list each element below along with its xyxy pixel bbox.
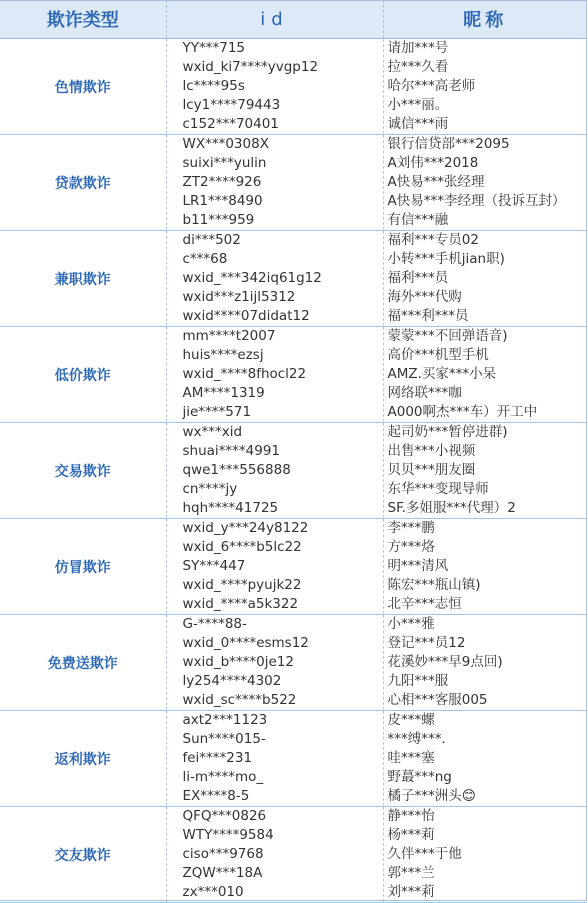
id-list	[166, 807, 383, 903]
account-nickname: A刘伟***2018	[387, 155, 479, 171]
fraud-group-row	[0, 711, 587, 807]
id-list	[166, 39, 383, 135]
account-id: suixi***yulin	[182, 155, 267, 171]
account-nickname: 明***清风	[387, 558, 449, 574]
account-nickname: 哇***塞	[387, 750, 435, 766]
account-nickname: 陈宏***瓶山镇)	[387, 577, 481, 593]
fraud-category-label: 交易欺诈	[0, 423, 166, 519]
account-nickname: 小***雅	[387, 616, 435, 632]
fraud-group-row	[0, 231, 587, 327]
account-id: ciso***9768	[182, 846, 264, 862]
account-nickname: 静***怡	[387, 808, 435, 824]
account-nickname: 福***利***员	[387, 308, 469, 324]
fraud-group-row	[0, 327, 587, 423]
fraud-group-row	[0, 807, 587, 903]
account-nickname: 刘***莉	[387, 884, 435, 900]
account-nickname: 野蕞***ng	[387, 769, 452, 785]
account-id: wxid_****a5k322	[182, 596, 299, 612]
fraud-category-label: 交友欺诈	[0, 807, 166, 903]
table-body	[0, 39, 587, 903]
account-nickname: SF.多姐服***代理）2	[387, 500, 516, 516]
account-nickname: 久伴***于他	[387, 846, 462, 862]
fraud-category-label: 返利欺诈	[0, 711, 166, 807]
nickname-list	[383, 231, 587, 327]
fraud-category-label: 免费送欺诈	[0, 615, 166, 711]
account-id: cn****jy	[182, 481, 238, 497]
account-id: shuai****4991	[182, 443, 281, 459]
fraud-category-label: 低价欺诈	[0, 327, 166, 423]
fraud-group-row	[0, 519, 587, 615]
account-id: wx***xid	[182, 424, 243, 440]
account-nickname: A快易***张经理	[387, 174, 485, 190]
account-id: WTY****9584	[182, 827, 274, 843]
account-id: huis****ezsj	[182, 347, 264, 363]
account-nickname: 北辛***志恒	[387, 596, 462, 612]
account-id: YY***715	[182, 40, 246, 56]
account-nickname: A000啊杰***车）开工中	[387, 404, 538, 420]
account-nickname: 小***丽。	[387, 97, 449, 113]
account-id: li-m****mo_	[182, 769, 264, 785]
account-nickname: ***缚***.	[387, 731, 446, 747]
account-id: wxid_sc****b522	[182, 692, 297, 708]
nickname-list	[383, 711, 587, 807]
account-nickname: 李***鹏	[387, 520, 435, 536]
header-row	[0, 0, 587, 39]
account-nickname: 银行信贷部***2095	[387, 136, 510, 152]
account-id: G-****88-	[182, 616, 247, 632]
account-id: c152***70401	[182, 116, 279, 132]
fraud-group-row	[0, 135, 587, 231]
nickname-list	[383, 135, 587, 231]
id-list	[166, 519, 383, 615]
account-id: ZT2****926	[182, 174, 262, 190]
account-id: wxid_***342iq61g12	[182, 270, 322, 286]
fraud-category-label: 色情欺诈	[0, 39, 166, 135]
account-id: wxid_ki7****yvgp12	[182, 59, 319, 75]
account-nickname: 杨***莉	[387, 827, 435, 843]
account-id: jie****571	[182, 404, 252, 420]
account-id: qwe1***556888	[182, 462, 291, 478]
account-nickname: 诚信***雨	[387, 116, 449, 132]
account-id: QFQ***0826	[182, 808, 267, 824]
nickname-list	[383, 423, 587, 519]
account-id: lcy1****79443	[182, 97, 281, 113]
account-id: lc****95s	[182, 78, 245, 94]
account-id: zx***010	[182, 884, 244, 900]
nickname-list	[383, 807, 587, 903]
account-nickname: 心相***客服005	[387, 692, 488, 708]
fraud-group-row	[0, 615, 587, 711]
account-id: wxid_****pyujk22	[182, 577, 302, 593]
account-id: wxid_****8fhocl22	[182, 366, 307, 382]
account-id: wxid****07didat12	[182, 308, 310, 324]
account-nickname: 出售***小视频	[387, 443, 476, 459]
nickname-list	[383, 519, 587, 615]
account-nickname: 高价***机型手机	[387, 347, 489, 363]
account-nickname: A快易***李经理（投诉互封）	[387, 193, 566, 209]
account-id: di***502	[182, 232, 241, 248]
account-id: SY***447	[182, 558, 246, 574]
account-nickname: 拉***久看	[387, 59, 449, 75]
account-nickname: 贝贝***朋友圈	[387, 462, 476, 478]
header-category: 欺诈类型	[0, 0, 166, 39]
account-id: axt2***1123	[182, 712, 268, 728]
account-id: ZQW***18A	[182, 865, 263, 881]
account-nickname: 方***烙	[387, 539, 435, 555]
fraud-group-row	[0, 39, 587, 135]
account-id: fei****231	[182, 750, 253, 766]
id-list	[166, 423, 383, 519]
account-nickname: 有信***融	[387, 212, 449, 228]
account-nickname: 皮***螺	[387, 712, 435, 728]
account-nickname: 东华***变现导师	[387, 481, 489, 497]
account-nickname: 登记***员12	[387, 635, 466, 651]
fraud-category-label: 仿冒欺诈	[0, 519, 166, 615]
nickname-list	[383, 327, 587, 423]
nickname-list	[383, 39, 587, 135]
account-id: c***68	[182, 251, 228, 267]
account-nickname: 郭***兰	[387, 865, 435, 881]
nickname-list	[383, 615, 587, 711]
account-id: wxid_b****0je12	[182, 654, 294, 670]
account-id: wxid_0****esms12	[182, 635, 309, 651]
header-id: id	[166, 0, 383, 39]
account-id: Sun****015-	[182, 731, 266, 747]
account-nickname: AMZ.买家***小呆	[387, 366, 497, 382]
account-nickname: 网络联***咖	[387, 385, 462, 401]
account-id: AM****1319	[182, 385, 265, 401]
fraud-group-row	[0, 423, 587, 519]
account-id: EX****8-5	[182, 788, 250, 804]
account-nickname: 福利***员	[387, 270, 449, 286]
account-nickname: 福利***专员02	[387, 232, 479, 248]
account-nickname: 海外***代购	[387, 289, 462, 305]
account-id: LR1***8490	[182, 193, 263, 209]
id-list	[166, 327, 383, 423]
account-nickname: 蒙蒙***不回弹语音)	[387, 328, 508, 344]
id-list	[166, 135, 383, 231]
id-list	[166, 711, 383, 807]
account-nickname: 小转***手机jian职)	[387, 251, 505, 267]
header-nickname: 昵称	[383, 0, 587, 39]
id-list	[166, 615, 383, 711]
account-id: WX***0308X	[182, 136, 269, 152]
account-id: ly254****4302	[182, 673, 282, 689]
account-id: wxid_y***24y8122	[182, 520, 309, 536]
account-nickname: 哈尔***高老师	[387, 78, 476, 94]
account-nickname: 九阳***服	[387, 673, 449, 689]
account-id: mm****t2007	[182, 328, 276, 344]
account-id: wxid_6****b5lc22	[182, 539, 302, 555]
account-nickname: 起司奶***暂停进群)	[387, 424, 508, 440]
fraud-category-label: 贷款欺诈	[0, 135, 166, 231]
account-id: wxid***z1ijl5312	[182, 289, 296, 305]
account-nickname: 橘子***洲头😊	[387, 788, 476, 804]
fraud-category-label: 兼职欺诈	[0, 231, 166, 327]
account-id: b11***959	[182, 212, 255, 228]
id-list	[166, 231, 383, 327]
account-nickname: 花溪妙***早9点回)	[387, 654, 503, 670]
account-nickname: 请加***号	[387, 40, 449, 56]
account-id: hqh****41725	[182, 500, 279, 516]
